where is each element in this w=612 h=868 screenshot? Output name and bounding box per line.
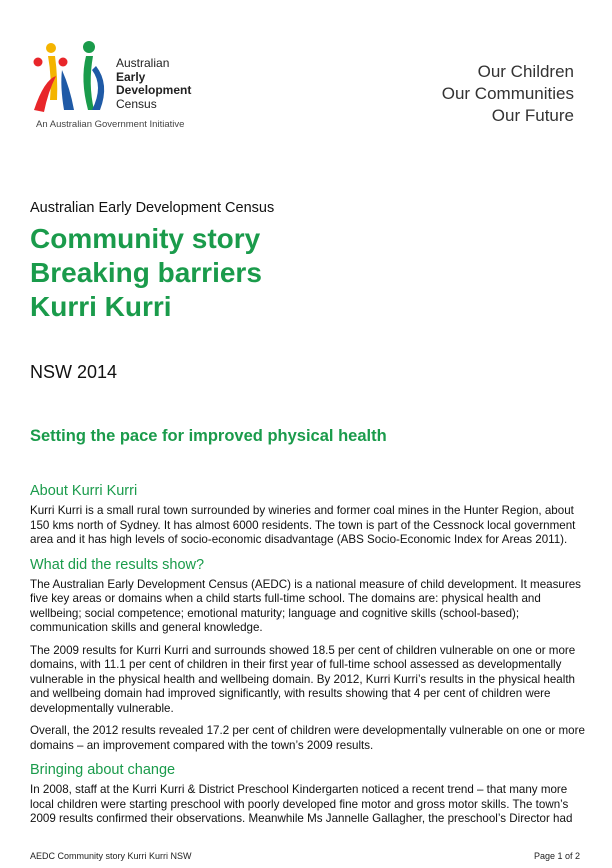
logo-name (116, 57, 191, 111)
section-heading: What did the results show? (30, 556, 205, 573)
page-title (30, 222, 262, 324)
organisation-name: Australian Early Development Census (30, 200, 275, 216)
lead-heading: Setting the pace for improved physical health (30, 427, 387, 445)
logo-name-line: Early (116, 69, 146, 84)
section-results (30, 556, 588, 754)
title-line: Kurri Kurri (30, 291, 172, 322)
logo-name-line: Australian (116, 56, 170, 70)
slogan-line: Our Children (477, 62, 574, 81)
title-line: Breaking barriers (30, 257, 262, 288)
title-line: Community story (30, 223, 261, 254)
section-about (30, 482, 588, 548)
section-heading: About Kurri Kurri (30, 483, 138, 499)
logo-name-line: Census (116, 96, 157, 111)
logo-tagline: An Australian Government Initiative (36, 119, 185, 130)
story-body (30, 482, 588, 835)
aedc-figures-icon (30, 40, 114, 116)
section-heading: Bringing about change (30, 762, 176, 778)
page-number: Page 1 of 2 (533, 851, 580, 861)
footer-document-title: AEDC Community story Kurri Kurri NSW (30, 851, 192, 861)
slogan-line: Our Future (491, 106, 574, 125)
paragraph: In 2008, staff at the Kurri Kurri & District Preschool Kindergarten noticed a recent trend – that many more local children were starting preschool with poorly developed fine motor and gross motor skills. The town’s 2009 results confirmed their observations. Meanwhile Ms Jannelle Gallagher, the preschool’s Director had (30, 783, 573, 825)
paragraph: Kurri Kurri is a small rural town surrounded by wineries and former coal mines in the Hunter Region, about 150 kms north of Sydney. It has almost 6000 residents. The town is part of the Cessnock local government area and it has high levels of socio-economic disadvantage (ABS Socio-Economic Index for Areas 2011). (30, 504, 576, 546)
slogan-line: Our Communities (441, 84, 574, 103)
section-change (30, 761, 588, 827)
paragraph: The 2009 results for Kurri Kurri and surrounds showed 18.5 per cent of children vulnerable on one or more domains, with 11.1 per cent of children in their first year of full-time school assessed as developmentally vulnerable in the physical health and wellbeing domain. By 2012, Kurri Kurri’s results in the physical health and wellbeing domain had improved significantly, with results showing that 4 per cent of children were developmentally vulnerable. (30, 643, 576, 715)
aedc-logo (30, 40, 210, 132)
slogan (442, 61, 574, 127)
paragraph: The Australian Early Development Census (AEDC) is a national measure of child development. It measures five key areas or domains when a child starts full-time school. The domains are: physical health and wellbeing; social competence; emotional maturity; language and cognitive skills (school-based); communication skills and general knowledge. (30, 577, 581, 634)
paragraph: Overall, the 2012 results revealed 17.2 per cent of children were developmentally vulnerable on one or more domains – an improvement compared with the town’s 2009 results. (30, 724, 585, 752)
logo-name-line: Development (116, 83, 192, 97)
state-year: NSW 2014 (30, 362, 118, 382)
